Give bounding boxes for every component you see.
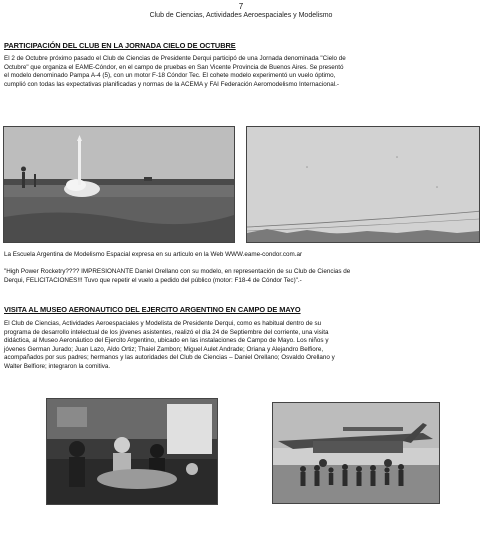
section2-line: El Club de Ciencias, Actividades Aeroespaciales y Modelista de Presidente Derqui, como es habitual dentro de su [4,320,322,327]
section1-line: el modelo denominado Pampa A-4 (5), con un motor F-18 Cóndor Tec. El cohete modelo experimentó un vuelo óptimo, [4,72,336,80]
section2-line: didáctica, al Museo Aeronáutico del Ejercito Argentino, ubicado en las instalaciones de Campo de Mayo. Los niños y [4,337,329,345]
section1-caption: La Escuela Argentina de Modelismo Espacial expresa en su articulo en la Web WWW.eame-condor.com.ar [4,251,303,258]
section1-body [4,55,478,89]
section2-line: jóvenes German Jurado; Juan Lazo, Aldo Ortiz; Thaiel Zambon; Miguel Aulet Andrade; Oriana y Alejandro Belfiore, [4,345,324,353]
section2-line: Walter Belfiore; integraron la comitiva. [4,362,111,370]
quote-line: Derqui, FELICITACIONES!!! Tuvo que repetir el vuelo a pedido del público (motor: F18-4 de Cóndor Tec)".- [4,276,302,284]
section1-line: El 2 de Octubre próximo pasado el Club de Ciencias de Presidente Derqui participó de una Jornada denominada "Cielo de [4,55,346,62]
rocket-flight-photo [246,126,480,243]
section1-line: cumplió con todas las expectativas planificadas y normas de la ACEMA y FAI Federación Aeromodelismo Internacional.- [4,80,339,88]
section1-quote [4,268,478,285]
section2-line: acompañados por sus padres; hermanos y las autoridades del Club de Ciencias – Daniel Orellano; Osvaldo Orellano y [4,354,335,362]
museum-interior-photo [46,398,218,505]
quote-line: "High Power Rocketry???? IMPRESIONANTE Daniel Orellano con su modelo, en representación de su Club de Ciencias de [4,268,351,275]
section1-heading: PARTICIPACIÓN DEL CLUB EN LA JORNADA CIELO DE OCTUBRE [4,41,236,50]
running-header: Club de Ciencias, Actividades Aeroespaciales y Modelismo [149,12,333,19]
aircraft-group-photo [272,402,440,504]
rocket-launch-photo [3,126,235,243]
page-number: 7 [238,2,244,11]
section2-heading: VISITA AL MUSEO AERONAUTICO DEL EJERCITO ARGENTINO EN CAMPO DE MAYO [4,305,301,314]
section2-line: programa de desarrollo intelectual de los jóvenes asistentes, realizó el día 24 de Septiembre del corriente, una visita [4,328,329,336]
section2-body [4,320,478,372]
section1-line: Octubre" que organiza el EAME-Cóndor, en el campo de pruebas en San Vicente Provincia de Buenos Aires. Se presentó [4,63,344,71]
